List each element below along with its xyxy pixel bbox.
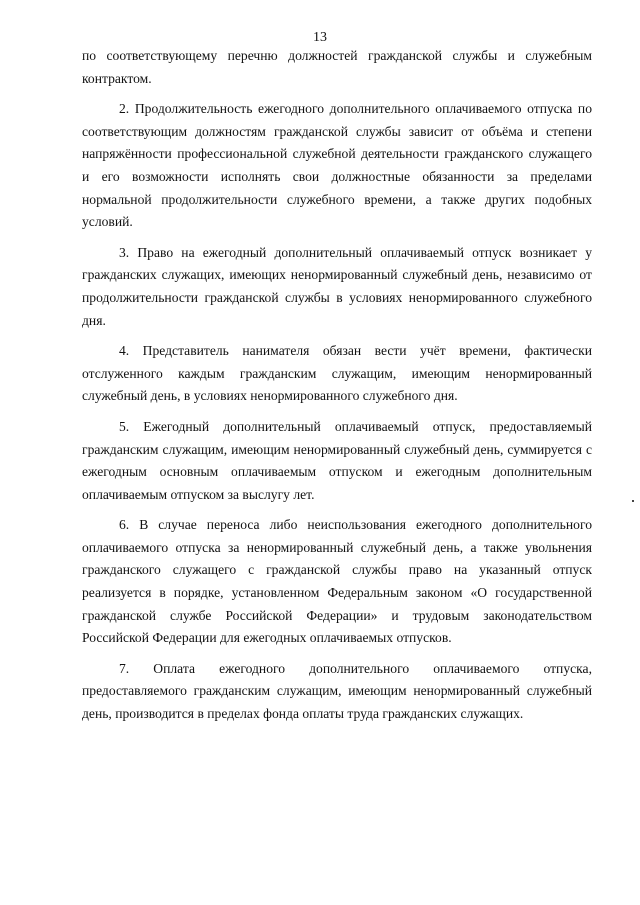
scan-speck [632,500,634,502]
paragraph-3: 3. Право на ежегодный дополнительный оплачиваемый отпуск возникает у гражданских служащих, имеющих ненормированный служебный день, независимо от продолжительности гражданской службы в условиях ненормированного служебного дня. [82,244,592,328]
paragraph-5: 5. Ежегодный дополнительный оплачиваемый отпуск, предоставляемый гражданским служащим, имеющим ненормированный служебный день, суммируется с ежегодным основным оплачиваемым отпуском и ежегодным дополнительным оплачиваемым отпуском за выслугу лет. [82,418,592,502]
paragraph-4: 4. Представитель нанимателя обязан вести учёт времени, фактически отслуженного каждым гражданским служащим, имеющим ненормированный служебный день, в условиях ненормированного служебного дня. [82,343,592,404]
document-body [82,45,592,726]
paragraph-7: 7. Оплата ежегодного дополнительного оплачиваемого отпуска, предоставляемого гражданским служащим, имеющим ненормированный служебный день, производится в пределах фонда оплаты труда гражданских служащих. [82,660,592,722]
page-number: 13 [313,30,327,45]
paragraph-2: 2. Продолжительность ежегодного дополнительного оплачиваемого отпуска по соответствующим должностям гражданской службы зависит от объёма и степени напряжённости профессиональной служебной деятельности гражданского служащего и его возможности исполнять свои должностные обязанности за пределами нормальной продолжительности служебного времени, а также других подобных условий. [82,101,592,230]
paragraph-continuation: по соответствующему перечню должностей гражданской службы и служебным контрактом. [82,48,592,86]
paragraph-6: 6. В случае переноса либо неиспользования ежегодного дополнительного оплачиваемого отпуска за ненормированный служебный день, а также увольнения гражданского служащего с гражданской службы право на указанный отпуск реализуется в порядке, установленном Федеральным законом «О государственной гражданской службе Российской Федерации» и трудовым законодательством Российской Федерации для ежегодных оплачиваемых отпусков. [82,517,592,646]
